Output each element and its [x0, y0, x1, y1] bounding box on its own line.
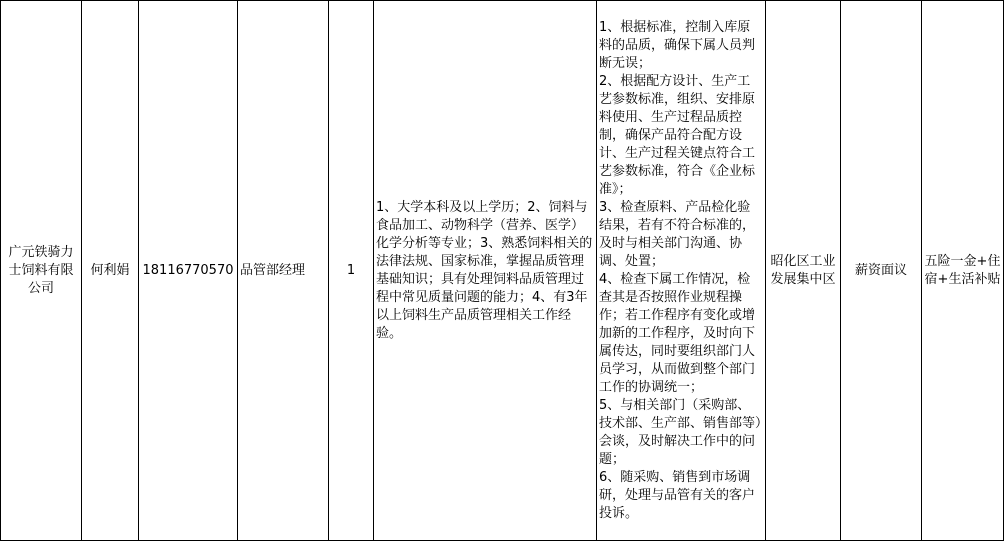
table-row	[1, 1, 1004, 541]
position-cell: 品管部经理	[238, 1, 329, 541]
contact-cell: 何利娟	[82, 1, 139, 541]
salary-cell: 薪资面议	[841, 1, 922, 541]
count-cell: 1	[329, 1, 374, 541]
duty-item: 2、根据配方设计、生产工艺参数标准，组织、安排原料使用、生产过程品质控制，确保产品符合配方设计、生产过程关键点符合工艺参数标准，符合《企业标准》；	[599, 73, 756, 197]
duties-cell	[597, 1, 766, 541]
duty-item: 4、检查下属工作情况，检查其是否按照作业规程操作；若工作程序有变化或增加新的工作程序，及时向下属传达，同时要组织部门人员学习，从而做到整个部门工作的协调统一；	[599, 271, 756, 395]
location-cell: 昭化区工业发展集中区	[766, 1, 841, 541]
benefits-cell: 五险一金+住宿+生活补贴	[922, 1, 1004, 541]
duty-item: 1、根据标准，控制入库原料的品质，确保下属人员判断无误；	[599, 19, 756, 71]
duty-item: 6、随采购、销售到市场调研，处理与品管有关的客户投诉。	[599, 469, 756, 521]
duty-item: 3、检查原料、产品检化验结果，若有不符合标准的，及时与相关部门沟通、协调、处置；	[599, 199, 756, 269]
company-cell: 广元铁骑力士饲料有限公司	[1, 1, 82, 541]
phone-cell: 18116770570	[139, 1, 238, 541]
duty-item: 5、与相关部门（采购部、技术部、生产部、销售部等）会谈，及时解决工作中的问题；	[599, 397, 762, 467]
requirements-cell: 1、大学本科及以上学历；2、饲料与食品加工、动物科学（营养、医学）化学分析等专业；3、熟悉饲料相关的法律法规、国家标准，掌握品质管理基础知识；具有处理饲料品质管理过程中常见质量问题的能力；4、有3年以上饲料生产品质管理相关工作经验。	[374, 1, 597, 541]
